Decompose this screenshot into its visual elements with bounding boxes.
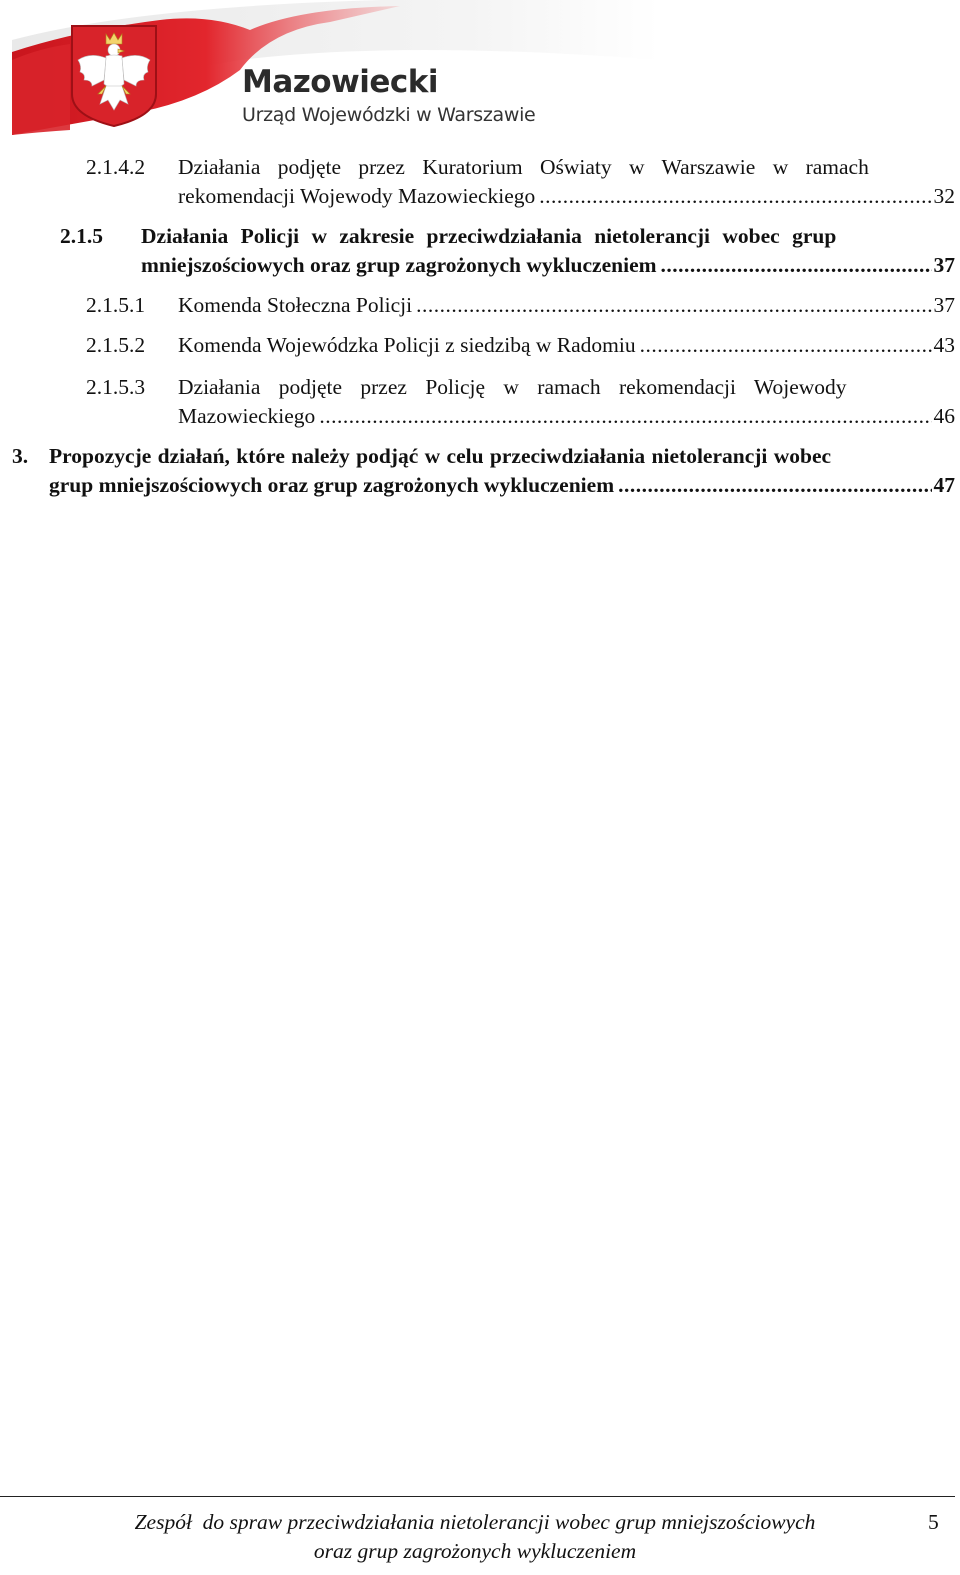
toc-entry-line: [178, 402, 955, 431]
toc-entry-2-1-4-2[interactable]: [86, 153, 955, 211]
toc-entry-title: Działania podjęte przez Policję w ramach rekomendacji Wojewody: [178, 375, 847, 399]
toc-entry-page: 47: [933, 473, 955, 497]
toc-entry-title: Mazowieckiego: [178, 404, 316, 428]
dot-leader: [416, 291, 931, 320]
toc-entry-number: 2.1.4.2: [86, 155, 146, 179]
toc-entry-title: Działania podjęte przez Kuratorium Oświaty w Warszawie w ramach: [178, 155, 869, 179]
toc-entry-2-1-5-1[interactable]: [86, 291, 955, 320]
toc-entry-title: Komenda Stołeczna Policji: [178, 293, 413, 317]
footer-text: [40, 1508, 910, 1566]
toc-entry-number: 3.: [12, 444, 29, 468]
toc-entry-title: rekomendacji Wojewody Mazowieckiego: [178, 184, 536, 208]
toc-entry-line: [49, 442, 955, 471]
toc-entry-line: [178, 153, 955, 182]
dot-leader: [319, 402, 931, 431]
toc-entry-number: 2.1.5.1: [86, 293, 146, 317]
toc-entry-2-1-5-3[interactable]: [86, 373, 955, 431]
toc-entry-number: 2.1.5: [60, 224, 103, 248]
toc-entry-title: Propozycje działań, które należy podjąć w celu przeciwdziałania nietolerancji wobec: [49, 444, 832, 468]
toc-entry-title: grup mniejszościowych oraz grup zagrożonych wykluczeniem: [49, 473, 615, 497]
toc-entry-line: [178, 331, 955, 360]
toc-entry-line: [178, 291, 955, 320]
toc-entry-title: mniejszościowych oraz grup zagrożonych wykluczeniem: [141, 253, 657, 277]
dot-leader: [539, 182, 931, 211]
toc-entry-page: 46: [933, 404, 955, 428]
toc-entry-3[interactable]: [12, 442, 955, 500]
toc-entry-2-1-5[interactable]: [60, 222, 955, 280]
toc-entry-page: 43: [933, 333, 955, 357]
toc-entry-line: [178, 373, 955, 402]
toc-entry-line: [49, 471, 955, 500]
logo-subtitle: Urząd Wojewódzki w Warszawie: [242, 104, 536, 126]
footer-line-2: oraz grup zagrożonych wykluczeniem: [313, 1539, 637, 1563]
footer-line-1: Zespół do spraw przeciwdziałania nietolerancji wobec grup mniejszościowych: [134, 1510, 816, 1534]
dot-leader: [661, 251, 932, 280]
toc-entry-page: 37: [933, 293, 955, 317]
toc-entry-page: 32: [933, 184, 955, 208]
toc-entry-number: 2.1.5.2: [86, 333, 146, 357]
toc-entry-number: 2.1.5.3: [86, 375, 146, 399]
logo-title: Mazowiecki: [242, 64, 439, 100]
toc-entry-line: [178, 182, 955, 211]
footer-divider: [0, 1496, 955, 1497]
toc-entry-title: Komenda Wojewódzka Policji z siedzibą w Radomiu: [178, 333, 636, 357]
page-number: 5: [928, 1510, 939, 1534]
header-banner: [0, 0, 660, 140]
toc-entry-title: Działania Policji w zakresie przeciwdziałania nietolerancji wobec grup: [141, 224, 837, 248]
toc-entry-line: [141, 251, 955, 280]
toc-entry-line: [141, 222, 955, 251]
dot-leader: [618, 471, 931, 500]
dot-leader: [640, 331, 932, 360]
polish-white-eagle-icon: [70, 24, 158, 128]
toc-entry-2-1-5-2[interactable]: [86, 331, 955, 360]
toc-entry-page: 37: [933, 253, 955, 277]
